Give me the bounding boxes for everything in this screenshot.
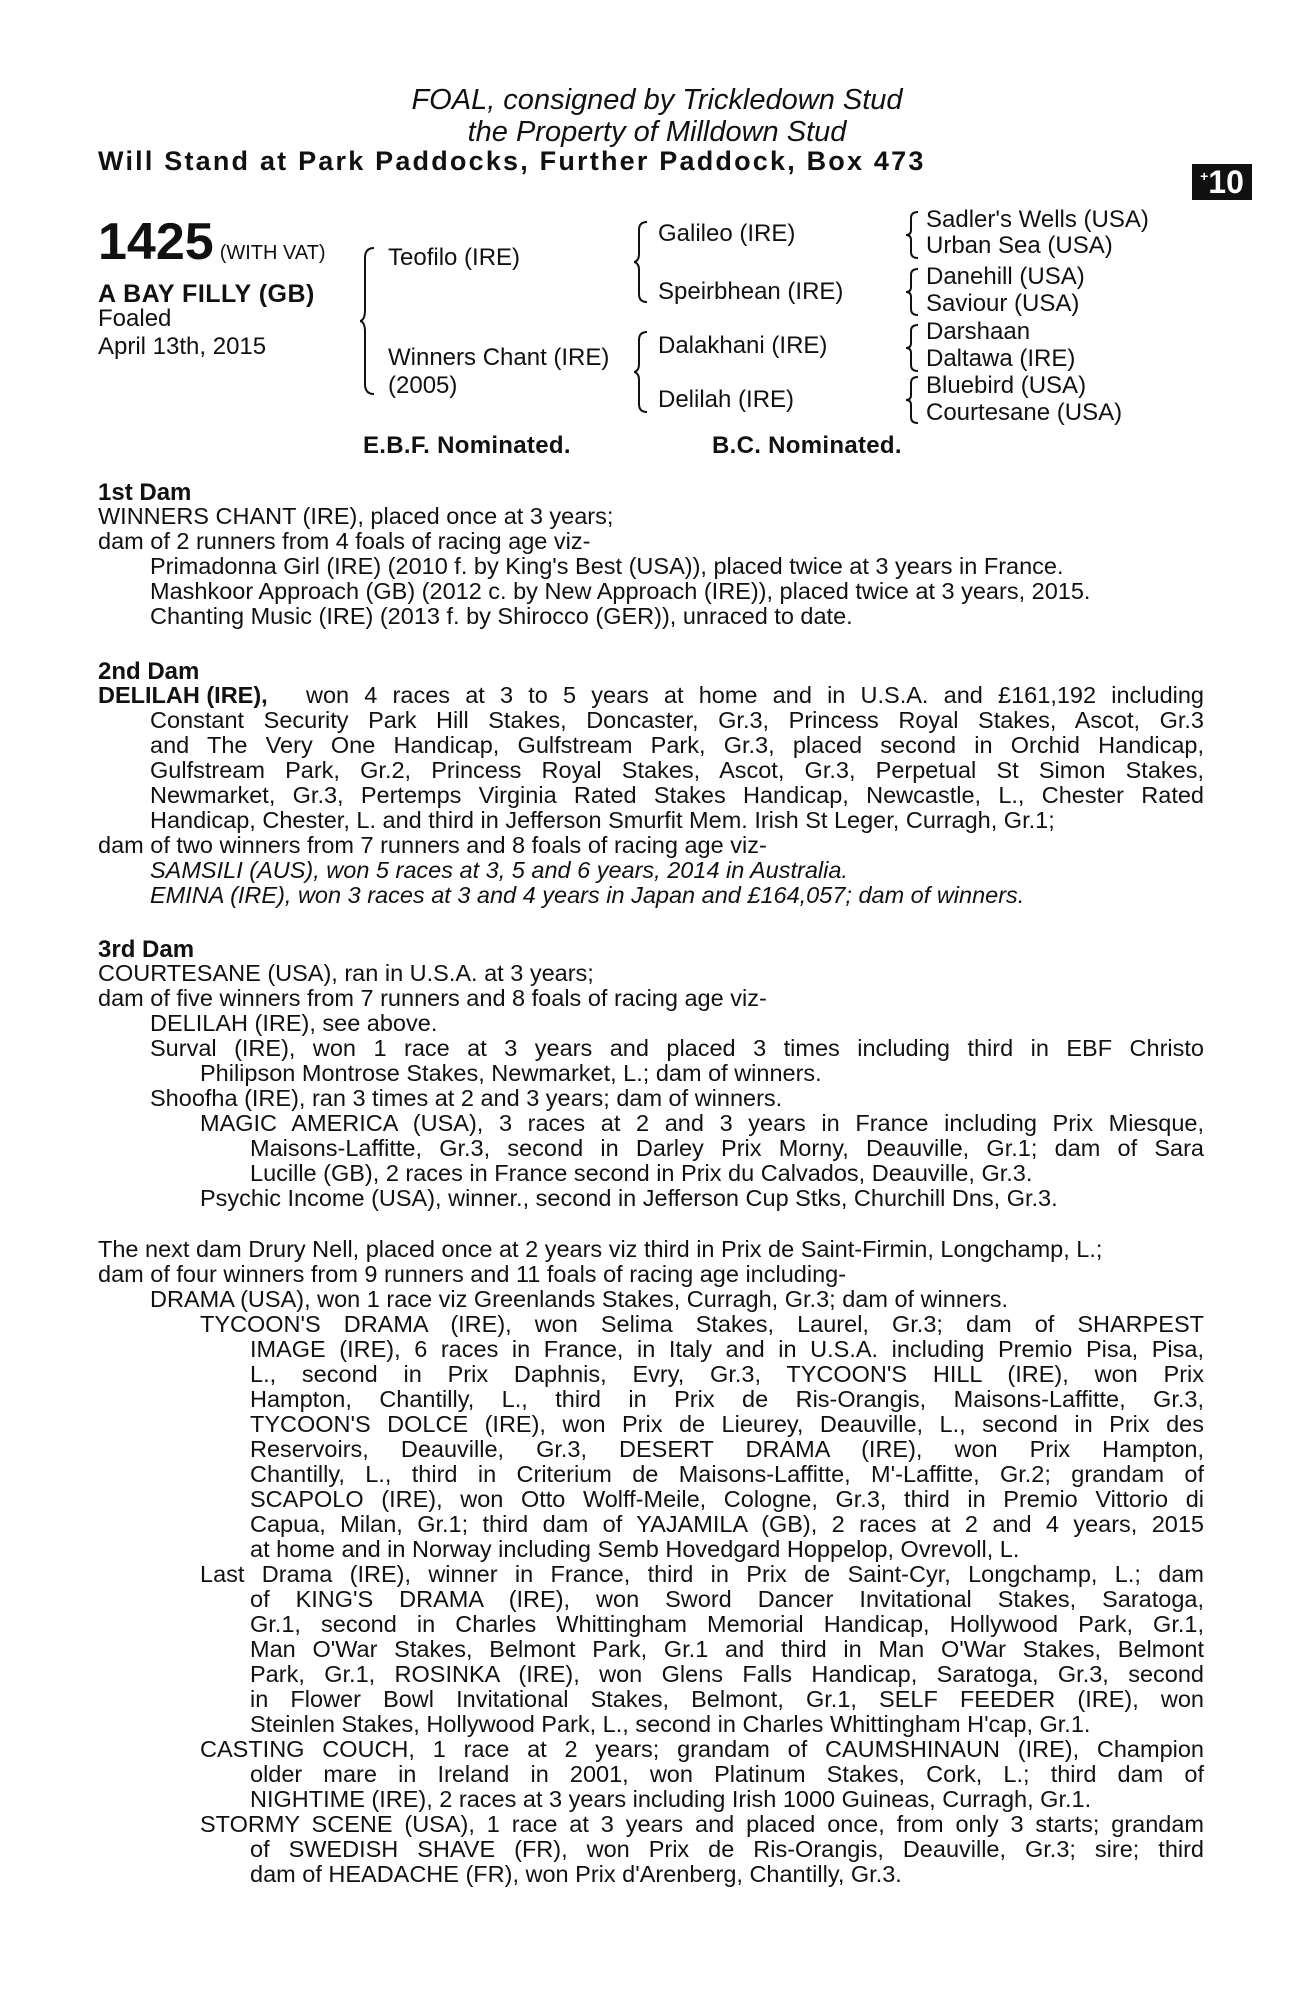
pedigree-gg-5: Darshaan xyxy=(926,318,1031,345)
pedigree-gg-6: Daltawa (IRE) xyxy=(926,345,1076,372)
pedigree-bracket-ggs2 xyxy=(906,267,922,317)
first-dam-produce: Mashkoor Approach (GB) (2012 c. by New Approach (IRE)), placed twice at 3 years, 2015. xyxy=(150,578,1091,604)
third-dam-heading: 3rd Dam xyxy=(98,936,195,963)
next-dam-line: Chantilly, L., third in Criterium de Maisons-Laffitte, M'-Laffitte, Gr.2; grandam of xyxy=(250,1461,1204,1487)
pedigree-bracket-sire xyxy=(634,220,652,304)
badge-10 xyxy=(1192,164,1252,200)
next-dam-line: in Flower Bowl Invitational Stakes, Belmont, Gr.1, SELF FEEDER (IRE), won xyxy=(250,1686,1204,1712)
pedigree-bracket-dam xyxy=(634,330,652,414)
first-dam-produce: Chanting Music (IRE) (2013 f. by Shirocco (GER)), unraced to date. xyxy=(150,603,853,629)
second-dam-line: Newmarket, Gr.3, Pertemps Virginia Rated Stakes Handicap, Newcastle, L., Chester Rated xyxy=(150,782,1204,808)
next-dam-line: NIGHTIME (IRE), 2 races at 3 years including Irish 1000 Guineas, Curragh, Gr.1. xyxy=(250,1786,1092,1812)
next-dam-line: Last Drama (IRE), winner in France, third in Prix de Saint-Cyr, Longchamp, L.; dam xyxy=(200,1561,1204,1587)
badge-number: 10 xyxy=(1208,164,1244,200)
lot-number-row xyxy=(98,212,326,272)
pedigree-bracket-main xyxy=(360,246,380,396)
second-dam-line: Constant Security Park Hill Stakes, Doncaster, Gr.3, Princess Royal Stakes, Ascot, Gr.3 xyxy=(150,707,1204,733)
next-dam-line: Reservoirs, Deauville, Gr.3, DESERT DRAMA (IRE), won Prix Hampton, xyxy=(250,1436,1204,1462)
pedigree-gg-7: Bluebird (USA) xyxy=(926,372,1087,399)
pedigree-bracket-ggs3 xyxy=(906,323,922,373)
pedigree-sire: Teofilo (IRE) xyxy=(388,244,521,271)
next-dam-line: Hampton, Chantilly, L., third in Prix de Ris-Orangis, Maisons-Laffitte, Gr.3, xyxy=(250,1386,1204,1412)
second-dam-line: and The Very One Handicap, Gulfstream Park, Gr.3, placed second in Orchid Handicap, xyxy=(150,732,1204,758)
third-dam-line: COURTESANE (USA), ran in U.S.A. at 3 years; xyxy=(98,960,594,986)
first-dam-heading: 1st Dam xyxy=(98,479,192,506)
pedigree-gg-2: Urban Sea (USA) xyxy=(926,232,1113,259)
next-dam-line: Park, Gr.1, ROSINKA (IRE), won Glens Falls Handicap, Saratoga, Gr.3, second xyxy=(250,1661,1204,1687)
third-dam-line: Shoofha (IRE), ran 3 times at 2 and 3 years; dam of winners. xyxy=(150,1085,783,1111)
pedigree-gg-4: Saviour (USA) xyxy=(926,290,1080,317)
third-dam-line: DELILAH (IRE), see above. xyxy=(150,1010,438,1036)
next-dam-line: of SWEDISH SHAVE (FR), won Prix de Ris-Orangis, Deauville, Gr.3; sire; third xyxy=(250,1836,1204,1862)
first-dam-produce: Primadonna Girl (IRE) (2010 f. by King's Best (USA)), placed twice at 3 years in France. xyxy=(150,553,1064,579)
pedigree-dam: Winners Chant (IRE) xyxy=(388,344,610,371)
second-dam-line: Handicap, Chester, L. and third in Jefferson Smurfit Mem. Irish St Leger, Curragh, Gr.1; xyxy=(150,807,1055,833)
next-dam-line: dam of four winners from 9 runners and 11 foals of racing age including- xyxy=(98,1261,847,1287)
next-dam-line: The next dam Drury Nell, placed once at 2 years viz third in Prix de Saint-Firmin, Longchamp, L.; xyxy=(98,1236,1103,1262)
lot-title: A BAY FILLY (GB) xyxy=(98,280,315,308)
next-dam-line: of KING'S DRAMA (IRE), won Sword Dancer Invitational Stakes, Saratoga, xyxy=(250,1586,1204,1612)
next-dam-line: dam of HEADACHE (FR), won Prix d'Arenberg, Chantilly, Gr.3. xyxy=(250,1861,902,1887)
property-line: the Property of Milldown Stud xyxy=(467,116,847,148)
pedigree-gg-3: Danehill (USA) xyxy=(926,263,1085,290)
third-dam-line: MAGIC AMERICA (USA), 3 races at 2 and 3 years in France including Prix Miesque, xyxy=(200,1110,1204,1136)
third-dam-line: Lucille (GB), 2 races in France second in Prix du Calvados, Deauville, Gr.3. xyxy=(250,1160,1033,1186)
second-dam-name: DELILAH (IRE), xyxy=(98,682,268,708)
first-dam-line: WINNERS CHANT (IRE), placed once at 3 years; xyxy=(98,503,614,529)
next-dam-line: Gr.1, second in Charles Whittingham Memorial Handicap, Hollywood Park, Gr.1, xyxy=(250,1611,1204,1637)
next-dam-line: Capua, Milan, Gr.1; third dam of YAJAMILA (GB), 2 races at 2 and 4 years, 2015 xyxy=(250,1511,1204,1537)
pedigree-grandsire-1: Galileo (IRE) xyxy=(658,220,796,247)
third-dam-line: Philipson Montrose Stakes, Newmarket, L.; dam of winners. xyxy=(200,1060,822,1086)
pedigree-grandsire-4: Delilah (IRE) xyxy=(658,386,795,413)
stand-location: Will Stand at Park Paddocks, Further Paddock, Box 473 xyxy=(98,146,926,176)
pedigree-gg-1: Sadler's Wells (USA) xyxy=(926,206,1149,233)
next-dam-line: older mare in Ireland in 2001, won Platinum Stakes, Cork, L.; third dam of xyxy=(250,1761,1204,1787)
second-dam-winner: SAMSILI (AUS), won 5 races at 3, 5 and 6 years, 2014 in Australia. xyxy=(150,857,848,883)
second-dam-winner: EMINA (IRE), won 3 races at 3 and 4 years in Japan and £164,057; dam of winners. xyxy=(150,882,1025,908)
bc-nominated: B.C. Nominated. xyxy=(712,432,902,459)
pedigree-grandsire-3: Dalakhani (IRE) xyxy=(658,332,828,359)
third-dam-line: dam of five winners from 7 runners and 8 foals of racing age viz- xyxy=(98,985,767,1011)
lot-number: 1425 xyxy=(98,213,214,271)
second-dam-heading: 2nd Dam xyxy=(98,658,200,685)
next-dam-line: L., second in Prix Daphnis, Evry, Gr.3, TYCOON'S HILL (IRE), won Prix xyxy=(250,1361,1204,1387)
consignor-line: FOAL, consigned by Trickledown Stud xyxy=(411,84,903,116)
first-dam-line: dam of 2 runners from 4 foals of racing age viz- xyxy=(98,528,591,554)
next-dam-line: Man O'War Stakes, Belmont Park, Gr.1 and third in Man O'War Stakes, Belmont xyxy=(250,1636,1204,1662)
next-dam-line: Steinlen Stakes, Hollywood Park, L., second in Charles Whittingham H'cap, Gr.1. xyxy=(250,1711,1091,1737)
next-dam-line: IMAGE (IRE), 6 races in France, in Italy and in U.S.A. including Premio Pisa, Pisa, xyxy=(250,1336,1204,1362)
lot-vat: (WITH VAT) xyxy=(219,242,326,264)
foaled-date: April 13th, 2015 xyxy=(98,333,267,360)
third-dam-line: Psychic Income (USA), winner., second in Jefferson Cup Stks, Churchill Dns, Gr.3. xyxy=(200,1185,1058,1211)
foaled-label: Foaled xyxy=(98,305,172,332)
second-dam-line: dam of two winners from 7 runners and 8 foals of racing age viz- xyxy=(98,832,767,858)
pedigree-bracket-ggs1 xyxy=(906,210,922,260)
pedigree-dam-year: (2005) xyxy=(388,372,458,399)
pedigree-grandsire-2: Speirbhean (IRE) xyxy=(658,278,844,305)
next-dam-line: CASTING COUCH, 1 race at 2 years; grandam of CAUMSHINAUN (IRE), Champion xyxy=(200,1736,1204,1762)
next-dam-line: TYCOON'S DRAMA (IRE), won Selima Stakes, Laurel, Gr.3; dam of SHARPEST xyxy=(200,1311,1204,1337)
next-dam-line: SCAPOLO (IRE), won Otto Wolff-Meile, Cologne, Gr.3, third in Premio Vittorio di xyxy=(250,1486,1204,1512)
third-dam-line: Surval (IRE), won 1 race at 3 years and placed 3 times including third in EBF Christo xyxy=(150,1035,1204,1061)
second-dam-line: won 4 races at 3 to 5 years at home and in U.S.A. and £161,192 including xyxy=(306,682,1204,708)
next-dam-line: at home and in Norway including Semb Hovedgard Hoppelop, Ovrevoll, L. xyxy=(250,1536,1020,1562)
next-dam-line: STORMY SCENE (USA), 1 race at 3 years and placed once, from only 3 starts; grandam xyxy=(200,1811,1204,1837)
third-dam-line: Maisons-Laffitte, Gr.3, second in Darley Prix Morny, Deauville, Gr.1; dam of Sara xyxy=(250,1135,1204,1161)
next-dam-line: TYCOON'S DOLCE (IRE), won Prix de Lieurey, Deauville, L., second in Prix des xyxy=(250,1411,1204,1437)
pedigree-gg-8: Courtesane (USA) xyxy=(926,399,1123,426)
second-dam-line: Gulfstream Park, Gr.2, Princess Royal Stakes, Ascot, Gr.3, Perpetual St Simon Stakes, xyxy=(150,757,1204,783)
badge-plus: + xyxy=(1200,168,1209,184)
ebf-nominated: E.B.F. Nominated. xyxy=(363,432,571,459)
next-dam-line: DRAMA (USA), won 1 race viz Greenlands Stakes, Curragh, Gr.3; dam of winners. xyxy=(150,1286,1009,1312)
pedigree-bracket-ggs4 xyxy=(906,375,922,425)
